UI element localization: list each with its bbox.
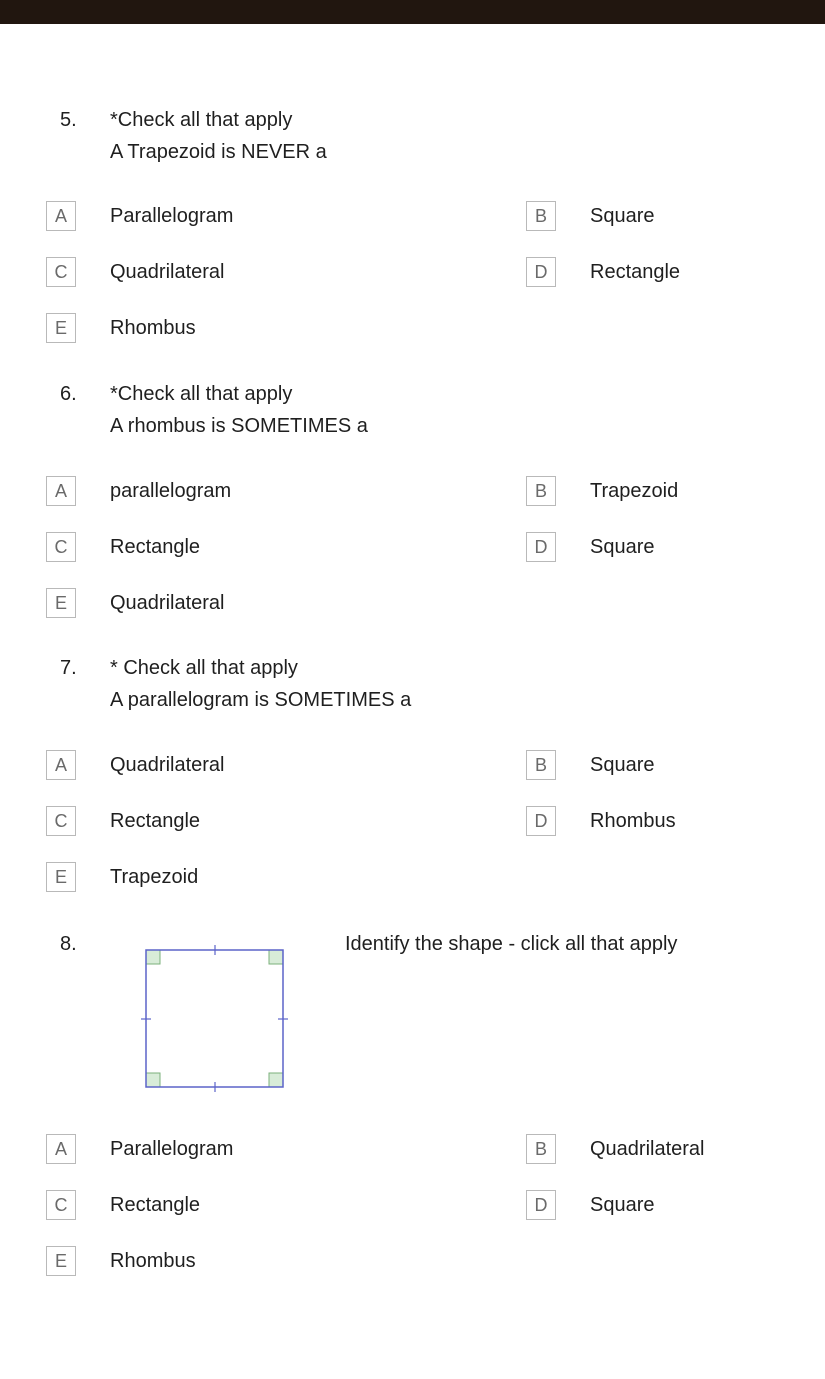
prompt-instruction: *Check all that apply: [110, 109, 293, 131]
option-e-label[interactable]: Trapezoid: [110, 866, 199, 888]
option-d-label[interactable]: Square: [590, 536, 655, 558]
prompt-statement: A parallelogram is SOMETIMES a: [110, 689, 412, 711]
top-bar: [0, 0, 825, 24]
option-e-checkbox[interactable]: E: [46, 862, 76, 892]
option-e-checkbox[interactable]: E: [46, 313, 76, 343]
option-a-label[interactable]: Quadrilateral: [110, 754, 225, 776]
prompt-instruction: * Check all that apply: [110, 657, 298, 679]
option-a-checkbox[interactable]: A: [46, 476, 76, 506]
option-d-checkbox[interactable]: D: [526, 806, 556, 836]
prompt-statement: A rhombus is SOMETIMES a: [110, 415, 368, 437]
question-prompt: [110, 104, 327, 168]
right-angle-marker: [146, 1073, 160, 1087]
option-e-checkbox[interactable]: E: [46, 1246, 76, 1276]
option-c-checkbox[interactable]: C: [46, 532, 76, 562]
option-c-label[interactable]: Quadrilateral: [110, 261, 225, 283]
option-b-checkbox[interactable]: B: [526, 750, 556, 780]
option-d-checkbox[interactable]: D: [526, 257, 556, 287]
option-c-label[interactable]: Rectangle: [110, 810, 201, 832]
option-c-label[interactable]: Rectangle: [110, 536, 201, 558]
square-figure: [140, 942, 292, 1094]
option-a-label[interactable]: parallelogram: [110, 480, 232, 502]
option-a-checkbox[interactable]: A: [46, 201, 76, 231]
option-c-checkbox[interactable]: C: [46, 1190, 76, 1220]
option-b-checkbox[interactable]: B: [526, 1134, 556, 1164]
question-number: 6.: [60, 383, 77, 405]
question-number: 5.: [60, 109, 77, 131]
option-a-label[interactable]: Parallelogram: [110, 205, 234, 227]
question-prompt: Identify the shape - click all that apply: [345, 933, 678, 955]
right-angle-marker: [269, 950, 283, 964]
option-e-label[interactable]: Quadrilateral: [110, 592, 225, 614]
option-b-label[interactable]: Trapezoid: [590, 480, 679, 502]
option-b-label[interactable]: Quadrilateral: [590, 1138, 705, 1160]
right-angle-marker: [269, 1073, 283, 1087]
option-e-checkbox[interactable]: E: [46, 588, 76, 618]
prompt-instruction: *Check all that apply: [110, 383, 293, 405]
option-d-label[interactable]: Square: [590, 1194, 655, 1216]
option-e-label[interactable]: Rhombus: [110, 1250, 196, 1272]
option-c-checkbox[interactable]: C: [46, 257, 76, 287]
question-prompt: [110, 652, 411, 716]
option-b-checkbox[interactable]: B: [526, 201, 556, 231]
option-e-label[interactable]: Rhombus: [110, 317, 196, 339]
option-d-checkbox[interactable]: D: [526, 532, 556, 562]
option-a-checkbox[interactable]: A: [46, 1134, 76, 1164]
option-a-label[interactable]: Parallelogram: [110, 1138, 234, 1160]
option-b-label[interactable]: Square: [590, 754, 655, 776]
question-number: 7.: [60, 657, 77, 679]
option-c-checkbox[interactable]: C: [46, 806, 76, 836]
option-c-label[interactable]: Rectangle: [110, 1194, 201, 1216]
option-b-label[interactable]: Square: [590, 205, 655, 227]
prompt-statement: A Trapezoid is NEVER a: [110, 141, 327, 163]
option-d-label[interactable]: Rhombus: [590, 810, 676, 832]
question-prompt: [110, 378, 368, 442]
option-d-label[interactable]: Rectangle: [590, 261, 681, 283]
question-number: 8.: [60, 933, 77, 955]
square-outline: [146, 950, 283, 1087]
option-d-checkbox[interactable]: D: [526, 1190, 556, 1220]
option-a-checkbox[interactable]: A: [46, 750, 76, 780]
right-angle-marker: [146, 950, 160, 964]
option-b-checkbox[interactable]: B: [526, 476, 556, 506]
